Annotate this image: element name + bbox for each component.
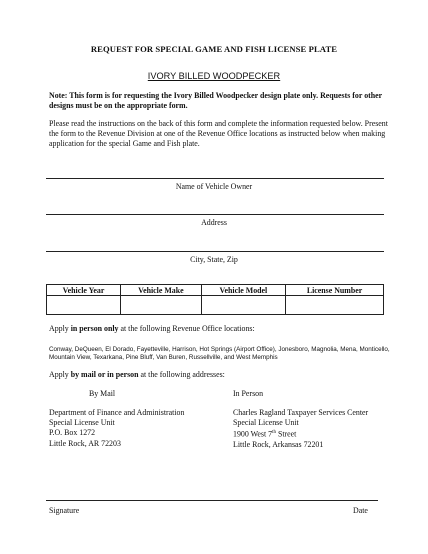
address-label: Address bbox=[201, 218, 227, 227]
in-person-heading: In Person bbox=[233, 389, 264, 398]
instructions-text: Please read the instructions on the back of this form and complete the information requested below. Present the form to the Revenue Division at one of the Revenue Office locations as instructed below when making application for the special Game and Fish plate. bbox=[49, 119, 388, 149]
city-state-zip-line[interactable] bbox=[46, 251, 384, 252]
form-subtitle: IVORY BILLED WOODPECKER bbox=[147, 71, 281, 81]
mail-address: Department of Finance and Administration Special License Unit P.O. Box 1272 Little Rock, AR 72203 bbox=[49, 408, 185, 448]
vehicle-year-cell[interactable] bbox=[47, 296, 121, 315]
owner-name-line[interactable] bbox=[46, 178, 384, 179]
vehicle-make-header: Vehicle Make bbox=[121, 285, 202, 296]
license-number-cell[interactable] bbox=[286, 296, 384, 315]
in-person-address: Charles Ragland Taxpayer Services Center Special License Unit 1900 West 7th Street Little Rock, Arkansas 72201 bbox=[233, 408, 369, 450]
form-title: REQUEST FOR SPECIAL GAME AND FISH LICENSE PLATE bbox=[90, 44, 338, 54]
by-mail-heading: By Mail bbox=[89, 389, 116, 398]
address-line[interactable] bbox=[46, 214, 384, 215]
signature-label: Signature bbox=[49, 506, 80, 515]
vehicle-year-header: Vehicle Year bbox=[47, 285, 121, 296]
city-state-zip-label: City, State, Zip bbox=[190, 255, 238, 264]
signature-line[interactable] bbox=[46, 500, 378, 501]
vehicle-make-cell[interactable] bbox=[121, 296, 202, 315]
apply-in-person-text: Apply in person only at the following Revenue Office locations: bbox=[49, 324, 255, 333]
vehicle-model-header: Vehicle Model bbox=[201, 285, 285, 296]
apply-by-mail-text: Apply by mail or in person at the following addresses: bbox=[49, 370, 225, 379]
vehicle-model-cell[interactable] bbox=[201, 296, 285, 315]
vehicle-table bbox=[46, 284, 384, 315]
owner-name-label: Name of Vehicle Owner bbox=[175, 182, 253, 191]
office-locations: Conway, DeQueen, El Dorado, Fayetteville, Harrison, Hot Springs (Airport Office), Jonesboro, Magnolia, Mena, Monticello, Mountain View, Texarkana, Pine Bluff, Van Buren, Russellville, and West Memphis bbox=[49, 346, 390, 362]
date-label: Date bbox=[353, 506, 368, 515]
note-text: Note: This form is for requesting the Ivory Billed Woodpecker design plate only. Requests for other designs must be on the appropriate form. bbox=[49, 91, 383, 111]
license-number-header: License Number bbox=[286, 285, 384, 296]
